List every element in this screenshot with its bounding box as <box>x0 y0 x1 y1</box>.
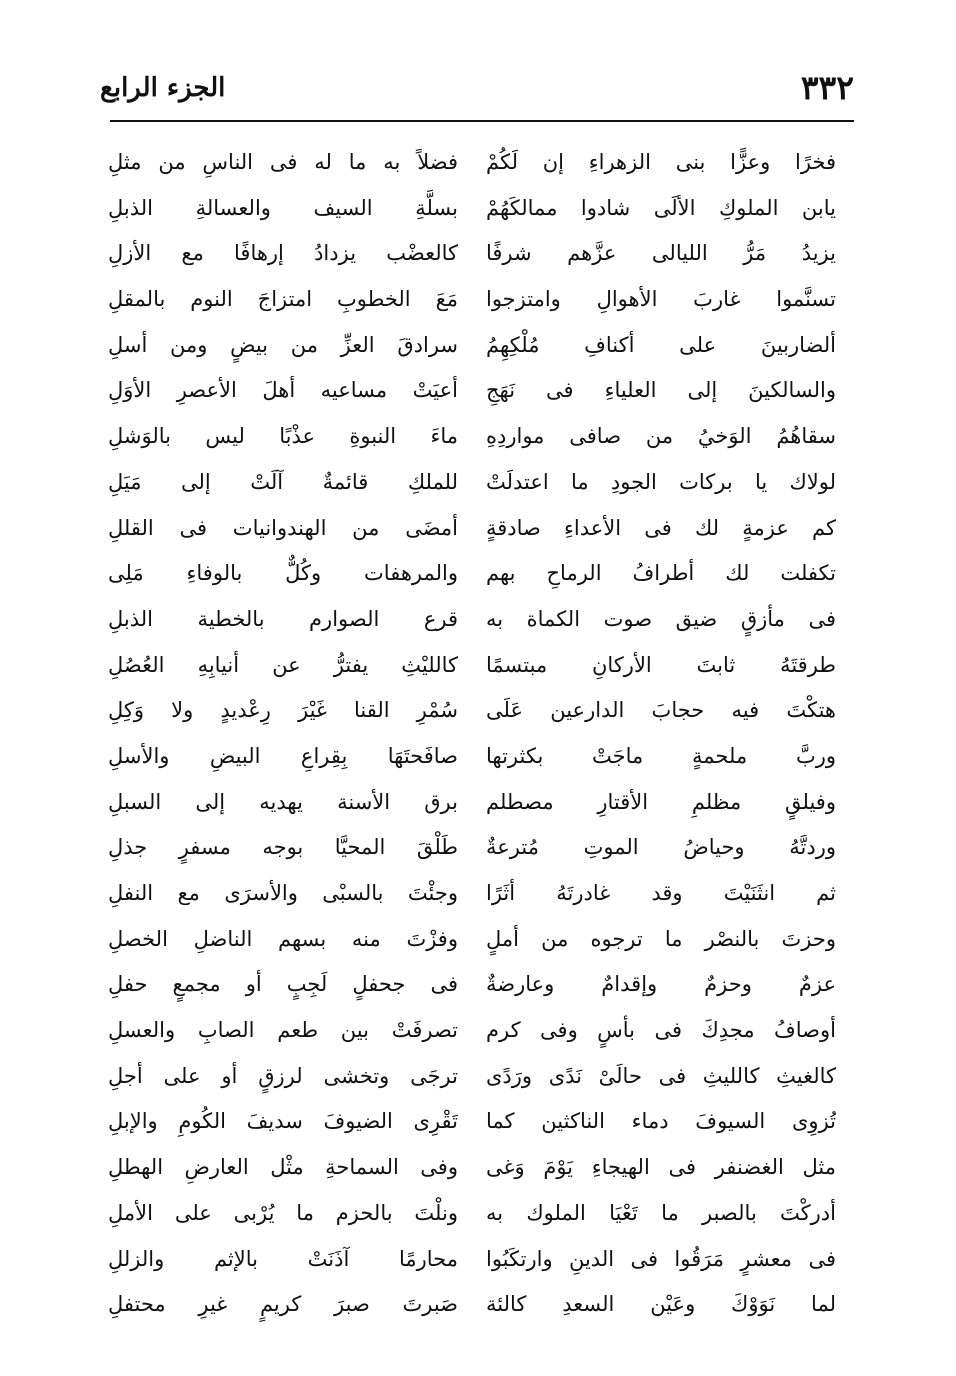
verse-line: وفى السماحةِ مثْل العارضِ الهطلِ <box>108 1155 458 1180</box>
verse-line: كالليْثِ يفترُّ عن أنيابِهِ العُصُلِ <box>108 652 458 677</box>
verse-line: تكفلت لك أطرافُ الرماحِ بهم <box>486 561 836 586</box>
verse-line: تسنَّموا غاربَ الأهوالِ وامتزجوا <box>486 287 836 312</box>
verse-line: ترجَى وتخشى لرزقٍ أو على أجلِ <box>108 1063 458 1088</box>
verse-line: وردتَّهُ وحياضُ الموتِ مُترعةٌ <box>486 835 836 860</box>
verse-line: كالعضْب يزدادُ إرهافًا مع الأزلِ <box>108 241 458 266</box>
verse-line: يابن الملوكِ الألَى شادوا ممالكَهُمْ <box>486 195 836 220</box>
verse-line: فى جحفلٍ لَجِبٍ أو مجمعٍ حفلِ <box>108 972 458 997</box>
verse-line: هتكْتَ فيه حجابَ الدارعين عَلَى <box>486 698 836 723</box>
second-hemistich-column <box>108 140 458 1328</box>
verse-line: وحزتَ بالنصْر ما ترجوه من أملٍ <box>486 926 836 951</box>
verse-line: صافَحتَهَا بِقِراعِ البيضِ والأسلِ <box>108 743 458 768</box>
verse-line: برق الأسنة يهديه إلى السبلِ <box>108 789 458 814</box>
page-number: ٣٣٢ <box>800 68 854 107</box>
verse-line: تَقْرِى الضيوفَ سديفَ الكُومِ والإبلِ <box>108 1109 458 1134</box>
verse-line: مثل الغضنفر فى الهيجاءِ يَوْمَ وَغى <box>486 1155 836 1180</box>
verse-line: صَبرتَ صبرَ كريمٍ غيرِ محتفلِ <box>108 1292 458 1317</box>
verse-line: عزمٌ وحزمٌ وإقدامٌ وعارضةٌ <box>486 972 836 997</box>
verse-line: وجئْتَ بالسبْى والأسرَى مع النفلِ <box>108 881 458 905</box>
verse-line: أمضَى من الهندوانيات فى القللِ <box>108 515 458 540</box>
verse-line: والسالكينَ إلى العلياءِ فى نَهَجِ <box>486 378 836 403</box>
verse-line: يزيدُ مَرُّ الليالى عزَّهم شرفًا <box>486 241 836 266</box>
verse-line: وفزْتَ منه بسهم الناضلِ الخصلِ <box>108 926 458 951</box>
verse-line: وربَّ ملحمةٍ ماجَتْ بكثرتها <box>486 743 836 768</box>
verse-line: سُمْرِ القنا غَيْرَ رِعْديدٍ ولا وَكِلِ <box>108 698 458 723</box>
verse-line: أوصافُ مجدِكَ فى بأسٍ وفى كرم <box>486 1018 836 1043</box>
verse-line: والمرهفات وكُلٌّ بالوفاءِ مَلِى <box>108 561 458 586</box>
verse-line: فضلاً به ما له فى الناسِ من مثلِ <box>108 150 458 174</box>
verse-line: تُزوِى السيوفَ دماء الناكثين كما <box>486 1109 836 1134</box>
verse-line: مَعَ الخطوبِ امتزاجَ النوم بالمقلِ <box>108 287 458 312</box>
verse-line: لولاك يا بركات الجودِ ما اعتدلَتْ <box>486 469 836 494</box>
verse-line: ونلْتَ بالحزم ما يُرْبى على الأملِ <box>108 1200 458 1225</box>
verse-line: فى مأزقٍ ضيق صوت الكماة به <box>486 606 836 631</box>
verse-line: للملكِ قائمةٌ آلَتْ إلى مَيَلِ <box>108 469 458 494</box>
verse-line: سقاهُمُ الوَخيُ من صافى مواردِهِ <box>486 424 836 449</box>
verse-line: أعيَتْ مساعيه أهلَ الأعصرِ الأوَلِ <box>108 378 458 403</box>
verse-line: ثم انثَنَيْتَ وقد غادرتَهُ أثَرًا <box>486 881 836 905</box>
verse-line: قرع الصوارم بالخطية الذبلِ <box>108 606 458 631</box>
header-rule <box>110 120 854 122</box>
verse-line: محارمًا آذَنَتْ بالإثم والزللِ <box>108 1246 458 1271</box>
verse-line: كالغيثِ كالليثِ فى حالَىْ نَدًى ورَدًى <box>486 1063 836 1088</box>
verse-line: فخرًا وعزًّا بنى الزهراءِ إن لَكُمْ <box>486 150 836 174</box>
verse-line: طَلْقَ المحيَّا بوجه مسفرٍ جذلِ <box>108 835 458 860</box>
verse-line: لما نَوَوْكَ وعَيْن السعدِ كالئة <box>486 1292 836 1317</box>
verse-line: فى معشرٍ مَرَقُوا فى الدينِ وارتكَبُوا <box>486 1246 836 1271</box>
verse-line: كم عزمةٍ لك فى الأعداءِ صادقةٍ <box>486 515 836 540</box>
verse-line: ماءَ النبوةِ عذْبًا ليس بالوَشلِ <box>108 424 458 449</box>
verse-line: تصرفَتْ بين طعم الصابِ والعسلِ <box>108 1018 458 1043</box>
verse-line: بسلَّةِ السيف والعسالةِ الذبلِ <box>108 195 458 220</box>
verse-line: سرادقَ العزِّ من بيضٍ ومن أسلِ <box>108 332 458 357</box>
verse-line: أدركْتَ بالصبر ما تَعْيَا الملوك به <box>486 1200 836 1225</box>
verse-line: وفيلقٍ مظلمِ الأقتارِ مصطلم <box>486 789 836 814</box>
running-head: الجزء الرابع <box>100 73 226 103</box>
verse-line: ألضاربينَ على أكنافِ مُلْكِهِمُ <box>486 332 836 357</box>
verse-line: طرقتَهُ ثابتَ الأركانِ مبتسمًا <box>486 652 836 677</box>
first-hemistich-column <box>486 140 836 1328</box>
